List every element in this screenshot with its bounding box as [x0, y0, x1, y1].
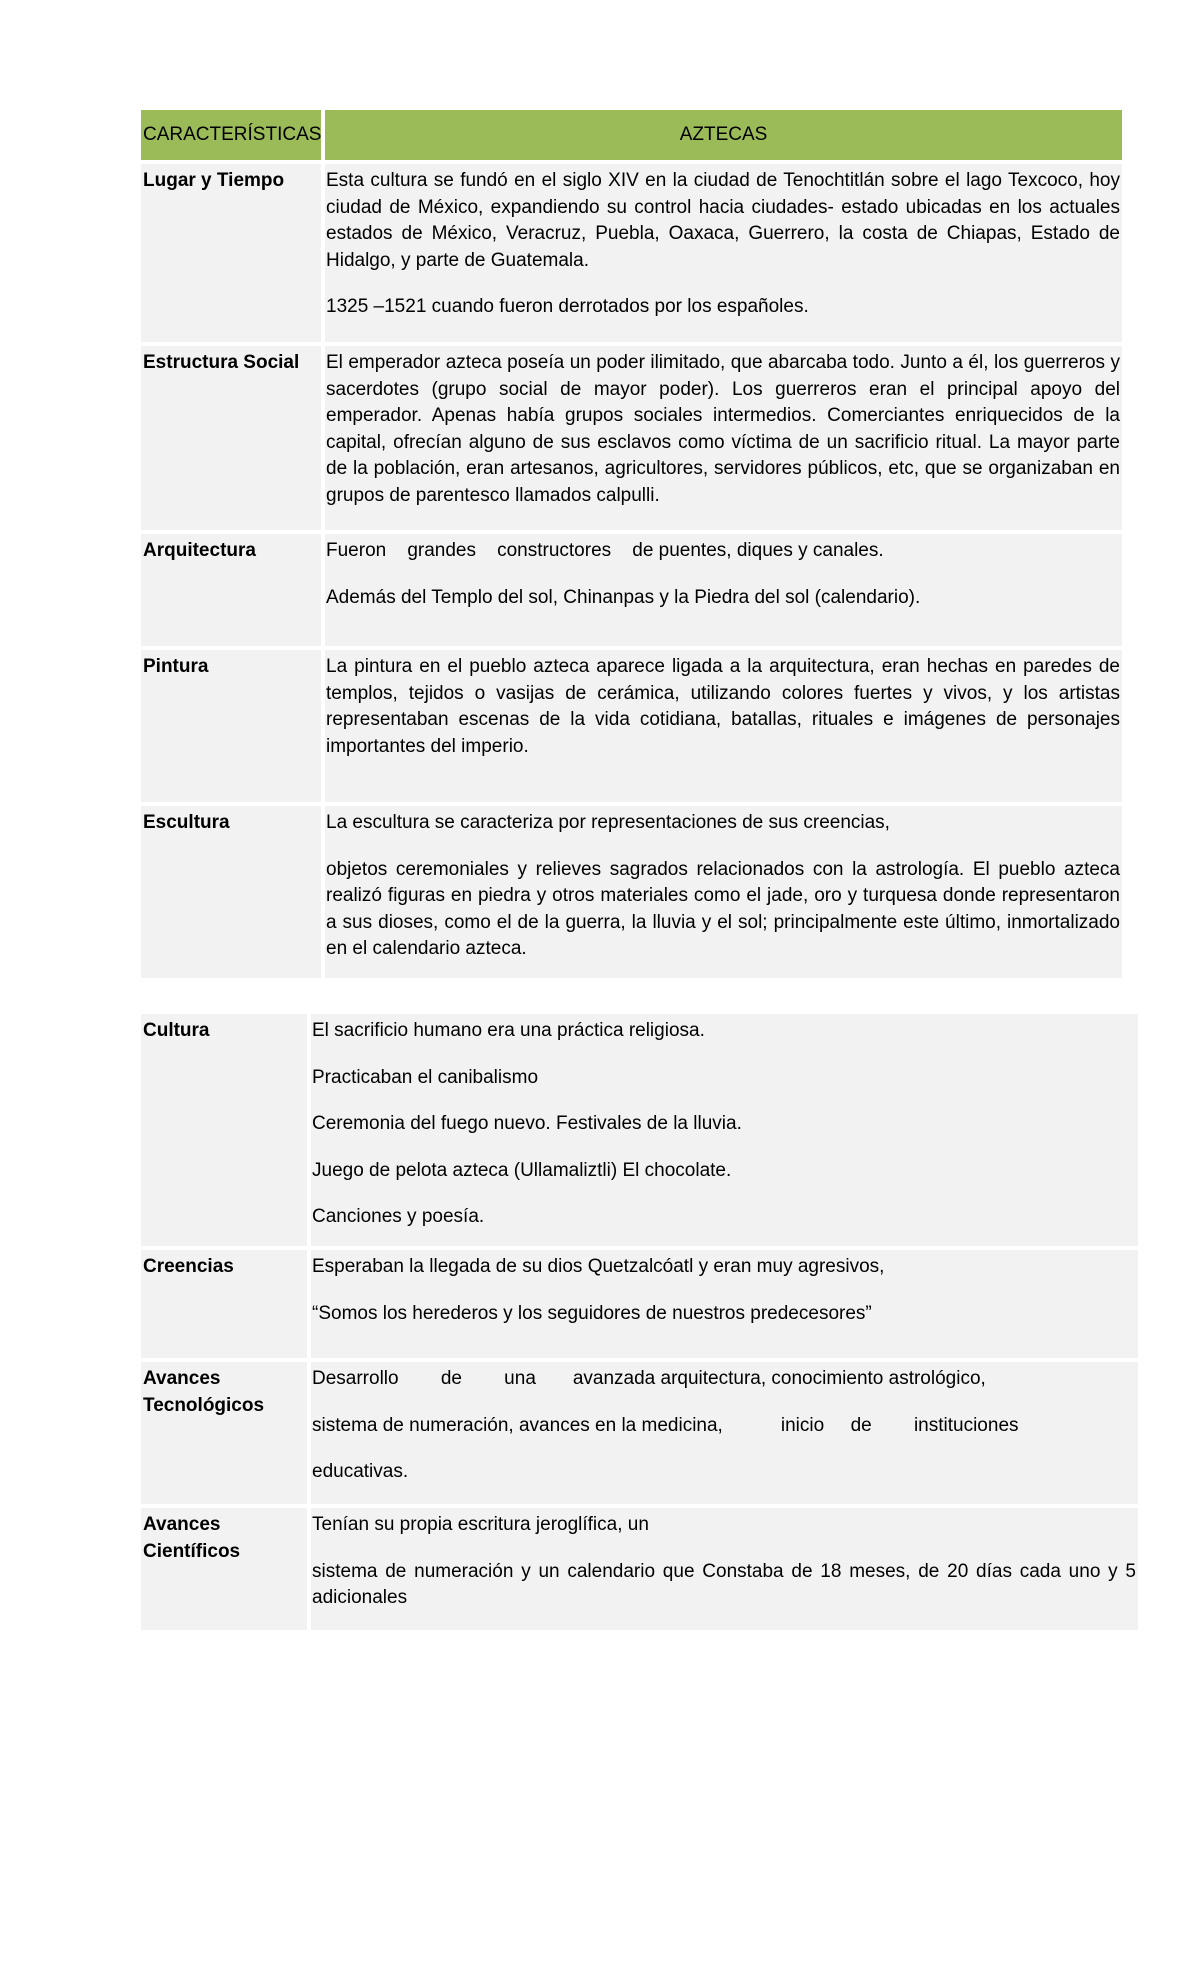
- row-paragraph: Practicaban el canibalismo: [312, 1066, 539, 1088]
- row-paragraph: Esperaban la llegada de su dios Quetzalcóatl y eran muy agresivos,: [312, 1256, 885, 1277]
- table-row: [141, 1508, 1138, 1630]
- row-content: [307, 1014, 1138, 1246]
- row-paragraph: Canciones y poesía.: [312, 1206, 485, 1227]
- table-row: [141, 1014, 1138, 1246]
- row-paragraph: Desarrollo de una avanzada arquitectura, conocimiento astrológico,: [312, 1368, 986, 1389]
- row-paragraph: sistema de numeración y un calendario que Constaba de 18 meses, de 20 días cada uno y 5 adicionales: [312, 1560, 1136, 1608]
- table-row: [141, 534, 1122, 646]
- row-label: Cultura: [141, 1014, 307, 1246]
- row-label: Avances Tecnológicos: [141, 1362, 307, 1504]
- row-label: Avances Científicos: [141, 1508, 307, 1630]
- row-paragraph: objetos ceremoniales y relieves sagrados relacionados con la astrología. El pueblo azteca realizó figuras en piedra y otros materiales como el jade, oro y turquesa donde representaron a sus dioses, como el de la guerra, la lluvia y el sol; principalmente este último, inmortalizado en el calendario azteca.: [326, 858, 1120, 959]
- table-row: [141, 1362, 1138, 1504]
- row-paragraph: El emperador azteca poseía un poder ilimitado, que abarcaba todo. Junto a él, los guerreros y sacerdotes (grupo social de mayor poder). Los guerreros eran el principal apoyo del emperador. Apenas había grupos sociales intermedios. Comerciantes enriquecidos de la capital, ofrecían alguno de sus esclavos como víctima de un sacrificio ritual. La mayor parte de la población, eran artesanos, agricultores, servidores públicos, etc, que se organizaban en grupos de parentesco llamados calpulli.: [326, 352, 1120, 506]
- row-content: [307, 1250, 1138, 1358]
- row-content: [321, 164, 1122, 342]
- row-paragraph: La pintura en el pueblo azteca aparece ligada a la arquitectura, eran hechas en paredes de templos, tejidos o vasijas de cerámica, utilizando colores fuertes y vivos, y los artistas representaban escenas de la vida cotidiana, batallas, rituales e imágenes de personajes importantes del imperio.: [326, 656, 1120, 757]
- row-label: Estructura Social: [141, 346, 321, 530]
- header-caracteristicas: CARACTERÍSTICAS: [141, 110, 321, 160]
- table-row: [141, 164, 1122, 342]
- table-header-row: [141, 110, 1122, 160]
- row-label: Escultura: [141, 806, 321, 978]
- row-paragraph: educativas.: [312, 1461, 409, 1482]
- row-paragraph: El sacrificio humano era una práctica religiosa.: [312, 1020, 705, 1041]
- row-paragraph: Juego de pelota azteca (Ullamaliztli) El chocolate.: [312, 1159, 732, 1181]
- row-content: [321, 650, 1122, 802]
- row-content: [321, 806, 1122, 978]
- row-paragraph: sistema de numeración, avances en la medicina, inicio de instituciones: [312, 1414, 1019, 1436]
- row-label: Pintura: [141, 650, 321, 802]
- row-paragraph: Esta cultura se fundó en el siglo XIV en la ciudad de Tenochtitlán sobre el lago Texcoco, hoy ciudad de México, expandiendo su control hacia ciudades- estado ubicadas en los actuales estados de México, Veracruz, Puebla, Oaxaca, Guerrero, la costa de Chiapas, Estado de Hidalgo, y parte de Guatemala.: [326, 170, 1120, 271]
- row-content: [307, 1508, 1138, 1630]
- aztecas-continuation-table: [141, 1010, 1138, 1634]
- row-label: Creencias: [141, 1250, 307, 1358]
- row-content: [321, 346, 1122, 530]
- table-row: [141, 1250, 1138, 1358]
- row-paragraph: “Somos los herederos y los seguidores de nuestros predecesores”: [312, 1302, 872, 1324]
- row-content: [307, 1362, 1138, 1504]
- row-paragraph: 1325 –1521 cuando fueron derrotados por los españoles.: [326, 296, 809, 317]
- row-content: [321, 534, 1122, 646]
- row-label: Lugar y Tiempo: [141, 164, 321, 342]
- row-paragraph: Fueron grandes constructores de puentes, diques y canales.: [326, 540, 884, 561]
- row-paragraph: Además del Templo del sol, Chinanpas y la Piedra del sol (calendario).: [326, 586, 921, 608]
- aztecas-characteristics-table: [141, 106, 1122, 982]
- table-row: [141, 346, 1122, 530]
- table-row: [141, 806, 1122, 978]
- table-row: [141, 650, 1122, 802]
- header-aztecas: AZTECAS: [321, 110, 1122, 160]
- row-label: Arquitectura: [141, 534, 321, 646]
- row-paragraph: Tenían su propia escritura jeroglífica, un: [312, 1514, 649, 1535]
- row-paragraph: Ceremonia del fuego nuevo. Festivales de la lluvia.: [312, 1113, 742, 1134]
- row-paragraph: La escultura se caracteriza por representaciones de sus creencias,: [326, 812, 890, 833]
